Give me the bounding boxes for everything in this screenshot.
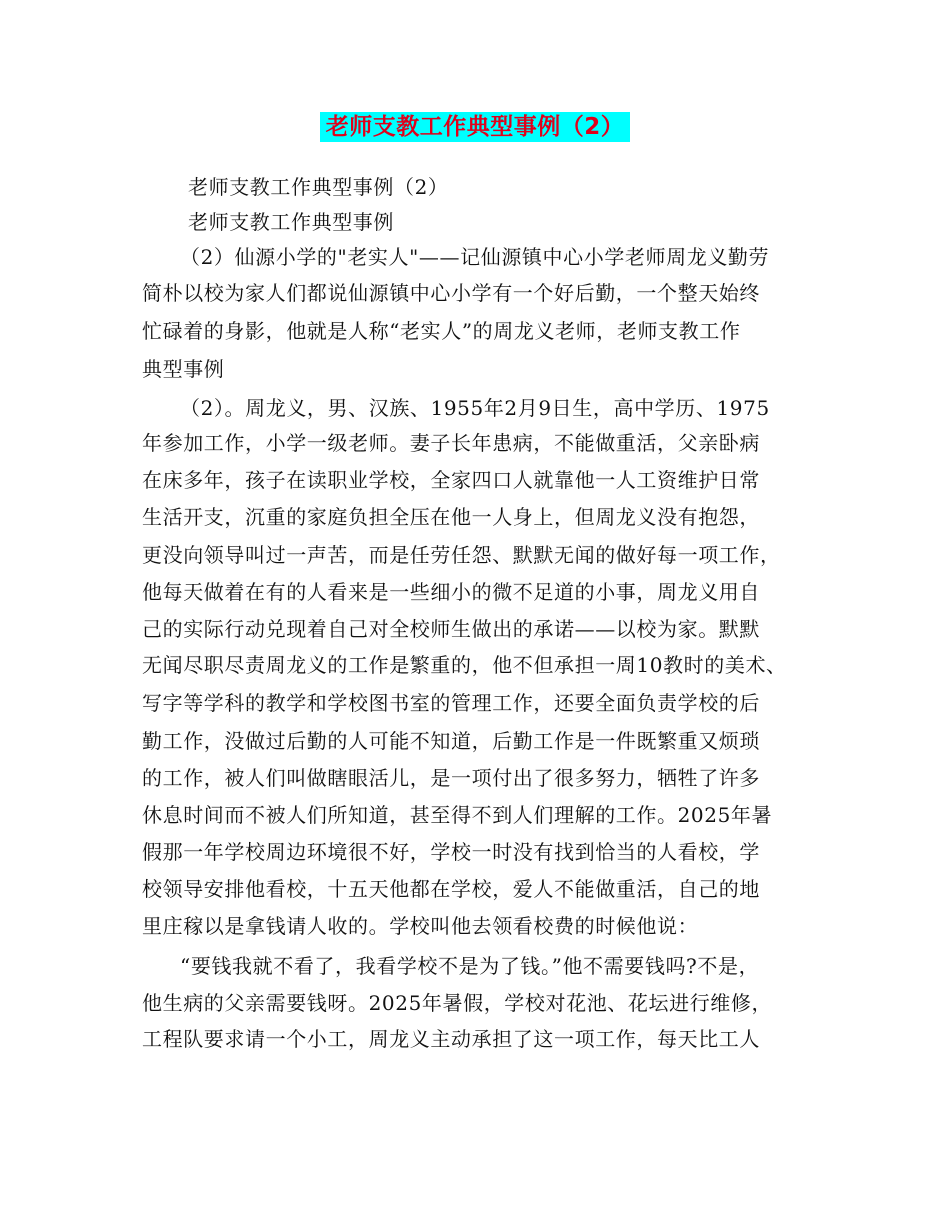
text-line: 校领导安排他看校，十五天他都在学校，爱人不能做重活，自己的地 — [142, 877, 760, 901]
text-line: “要钱我就不看了，我看学校不是为了钱。”他不需要钱吗?不是， — [180, 954, 760, 978]
text-line: 勤工作，没做过后勤的人可能不知道，后勤工作是一件既繁重又烦琐 — [142, 729, 760, 753]
text-line: 老师支教工作典型事例（2） — [188, 175, 449, 199]
text-line: 更没向领导叫过一声苦，而是任劳任怨、默默无闻的做好每一项工作， — [142, 543, 781, 567]
text-line: 里庄稼以是拿钱请人收的。学校叫他去领看校费的时候他说： — [142, 914, 699, 938]
text-line: （2）。周龙义，男、汉族、1955年2月9日生，高中学历、1975 — [180, 396, 770, 420]
text-line: 忙碌着的身影，他就是人称“老实人”的周龙义老师，老师支教工作 — [142, 319, 741, 343]
text-line: 己的实际行动兑现着自己对全校师生做出的承诺——以校为家。默默 — [142, 617, 760, 641]
text-line: 典型事例 — [142, 357, 225, 381]
text-line: 简朴以校为家人们都说仙源镇中心小学有一个好后勤，一个整天始终 — [142, 281, 760, 305]
text-line: 无闻尽职尽责周龙义的工作是繁重的，他不但承担一周10教时的美术、 — [142, 653, 787, 677]
text-line: 在床多年，孩子在读职业学校，全家四口人就靠他一人工资维护日常 — [142, 468, 760, 492]
text-line: 写字等学科的教学和学校图书室的管理工作，还要全面负责学校的后 — [142, 691, 760, 715]
text-line: 老师支教工作典型事例 — [188, 210, 394, 234]
text-line: 假那一年学校周边环境很不好，学校一时没有找到恰当的人看校，学 — [142, 840, 760, 864]
text-line: 的工作，被人们叫做瞎眼活儿，是一项付出了很多努力，牺牲了许多 — [142, 766, 760, 790]
text-line: 他每天做着在有的人看来是一些细小的微不足道的小事，周龙义用自 — [142, 580, 760, 604]
document-title: 老师支教工作典型事例（2） — [320, 112, 631, 142]
text-line: （2）仙源小学的"老实人"——记仙源镇中心小学老师周龙义勤劳 — [180, 245, 770, 269]
text-line: 工程队要求请一个小工，周龙义主动承担了这一项工作，每天比工人 — [142, 1027, 760, 1051]
text-line: 年参加工作，小学一级老师。妻子长年患病，不能做重活，父亲卧病 — [142, 431, 760, 455]
text-line: 休息时间而不被人们所知道，甚至得不到人们理解的工作。2025年暑 — [142, 803, 773, 827]
title-container — [0, 112, 950, 142]
text-line: 生活开支，沉重的家庭负担全压在他一人身上，但周龙义没有抱怨， — [142, 505, 760, 529]
text-line: 他生病的父亲需要钱呀。2025年暑假，学校对花池、花坛进行维修， — [142, 991, 773, 1015]
